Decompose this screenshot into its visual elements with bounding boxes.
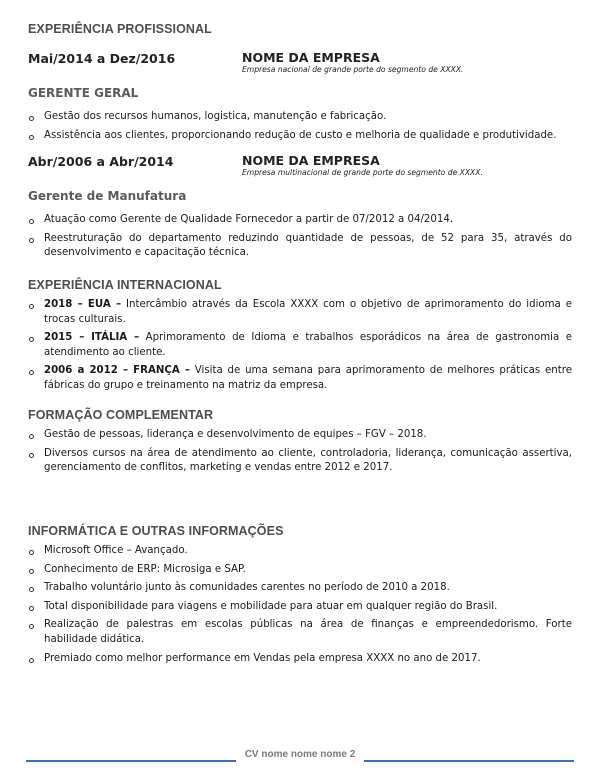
company-description: Empresa multinacional de grande porte do segmento de XXXX.	[242, 168, 483, 177]
list-item-lead: 2006 a 2012 – FRANÇA –	[44, 365, 190, 377]
list-item-text: Reestruturação do departamento reduzindo quantidade de pessoas, de 52 para 35, através do desenvolvimento e capacitação técnica.	[44, 232, 572, 259]
list-item	[28, 563, 572, 578]
circle-bullet-icon	[29, 550, 34, 555]
footer-divider-right	[364, 760, 574, 762]
footer-text: CV nome nome nome 2	[244, 749, 356, 760]
list-item	[28, 232, 572, 261]
list-item-text: Intercâmbio através da Escola XXXX com o objetivo de aprimoramento do idioma e trocas culturais.	[44, 299, 572, 325]
list-item-text: Microsoft Office – Avançado.	[44, 545, 188, 556]
list-item-text: Assistência aos clientes, proporcionando redução de custo e melhoria de qualidade e produtividade.	[44, 129, 557, 141]
circle-bullet-icon	[29, 658, 34, 663]
list-item	[28, 618, 572, 647]
job-duties-list	[28, 213, 572, 265]
list-item-text: Total disponibilidade para viagens e mobilidade para atuar em qualquer região do Brasil.	[44, 600, 498, 612]
circle-bullet-icon	[29, 135, 34, 140]
list-item	[28, 652, 572, 667]
circle-bullet-icon	[29, 434, 34, 439]
list-item	[28, 298, 572, 327]
company-block	[242, 51, 463, 75]
section-title-it-other: INFORMÁTICA E OUTRAS INFORMAÇÕES	[28, 524, 284, 538]
list-item-text: Aprimoramento de Idioma e trabalhos esporádicos na área de gastronomia e atendimento ao cliente.	[44, 332, 572, 358]
list-item-lead: 2015 – ITÁLIA –	[44, 332, 140, 344]
list-item-text: Conhecimento de ERP: Microsiga e SAP.	[44, 563, 246, 575]
list-item-lead: 2018 – EUA –	[44, 299, 122, 310]
circle-bullet-icon	[29, 569, 34, 574]
job-duties-list	[28, 110, 572, 147]
international-list	[28, 298, 572, 398]
list-item	[28, 364, 572, 393]
circle-bullet-icon	[29, 337, 34, 342]
job-dates: Mai/2014 a Dez/2016	[28, 51, 176, 66]
company-name: NOME DA EMPRESA	[242, 50, 380, 65]
page-footer	[0, 748, 600, 768]
list-item	[28, 110, 572, 125]
job-dates: Abr/2006 a Abr/2014	[28, 154, 174, 169]
complementary-list	[28, 428, 572, 480]
it-other-list	[28, 544, 572, 670]
list-item	[28, 331, 572, 360]
list-item-text: Atuação como Gerente de Qualidade Fornecedor a partir de 07/2012 a 04/2014.	[44, 214, 454, 225]
list-item-text: Trabalho voluntário junto às comunidades carentes no período de 2010 a 2018.	[44, 582, 450, 594]
footer-divider-left	[26, 760, 236, 762]
list-item	[28, 447, 572, 476]
list-item-text: Realização de palestras em escolas públicas na área de finanças e empreendedorismo. Forte habilidade didática.	[44, 619, 572, 645]
list-item	[28, 600, 572, 615]
company-block	[242, 154, 483, 178]
circle-bullet-icon	[29, 116, 34, 121]
list-item-text: Diversos cursos na área de atendimento ao cliente, controladoria, liderança, comunicação assertiva, gerenciamento de conflitos, marketing e vendas entre 2012 e 2017.	[44, 447, 572, 474]
circle-bullet-icon	[29, 219, 34, 224]
section-title-complementary: FORMAÇÃO COMPLEMENTAR	[28, 408, 214, 422]
job-role: GERENTE GERAL	[28, 86, 139, 100]
list-item-text: Visita de uma semana para aprimoramento de melhores práticas entre fábricas do grupo e treinamento na matriz da empresa.	[44, 365, 572, 391]
list-item	[28, 129, 572, 144]
circle-bullet-icon	[29, 304, 34, 309]
company-description: Empresa nacional de grande porte do segmento de XXXX.	[242, 65, 464, 74]
circle-bullet-icon	[29, 624, 34, 629]
list-item-text: Gestão dos recursos humanos, logistica, manutenção e fabricação.	[44, 111, 387, 122]
section-title-international: EXPERIÊNCIA INTERNACIONAL	[28, 278, 222, 292]
list-item	[28, 581, 572, 596]
list-item	[28, 213, 572, 228]
list-item	[28, 428, 572, 443]
company-name: NOME DA EMPRESA	[242, 153, 380, 168]
circle-bullet-icon	[29, 606, 34, 611]
circle-bullet-icon	[29, 370, 34, 375]
circle-bullet-icon	[29, 453, 34, 458]
list-item	[28, 544, 572, 559]
list-item-text: Gestão de pessoas, liderança e desenvolvimento de equipes – FGV – 2018.	[44, 429, 427, 440]
job-role: Gerente de Manufatura	[28, 189, 187, 203]
list-item-text: Premiado como melhor performance em Vendas pela empresa XXXX no ano de 2017.	[44, 652, 481, 664]
circle-bullet-icon	[29, 587, 34, 592]
section-title-professional: EXPERIÊNCIA PROFISSIONAL	[28, 22, 212, 36]
circle-bullet-icon	[29, 238, 34, 243]
